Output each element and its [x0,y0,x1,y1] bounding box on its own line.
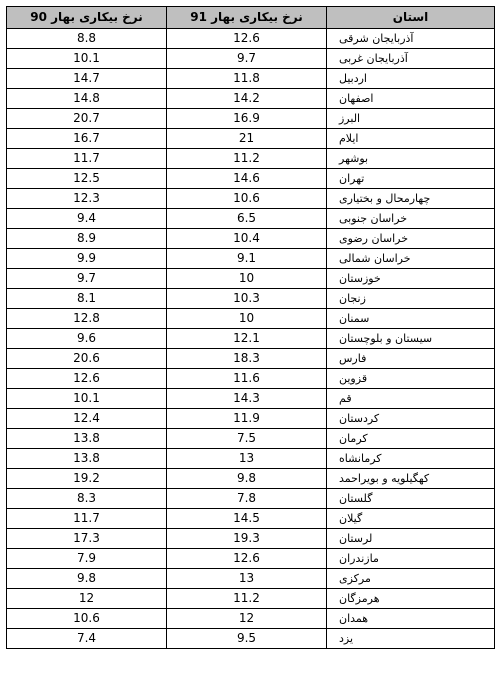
table-row [7,89,495,109]
cell-rate-91: 7.8 [167,489,327,509]
cell-rate-90: 14.8 [7,89,167,109]
cell-rate-91: 9.8 [167,469,327,489]
table-row [7,569,495,589]
table-row [7,609,495,629]
cell-rate-90: 10.6 [7,609,167,629]
cell-rate-91: 12.1 [167,329,327,349]
cell-province: آذربایجان شرقی [327,29,495,49]
cell-province: مرکزی [327,569,495,589]
cell-province: همدان [327,609,495,629]
cell-province: کهگیلویه و بویراحمد [327,469,495,489]
cell-province: سیستان و بلوچستان [327,329,495,349]
cell-rate-91: 10.3 [167,289,327,309]
cell-rate-90: 14.7 [7,69,167,89]
header-rate-spring-90: نرخ بیکاری بهار 90 [7,7,167,29]
table-row [7,309,495,329]
cell-province: تهران [327,169,495,189]
table-row [7,189,495,209]
cell-province: گیلان [327,509,495,529]
cell-rate-91: 6.5 [167,209,327,229]
cell-rate-90: 11.7 [7,149,167,169]
cell-rate-90: 10.1 [7,389,167,409]
cell-rate-91: 10 [167,269,327,289]
table-row [7,29,495,49]
table-row [7,549,495,569]
cell-rate-91: 11.8 [167,69,327,89]
cell-rate-90: 9.9 [7,249,167,269]
cell-province: کرمان [327,429,495,449]
cell-rate-90: 19.2 [7,469,167,489]
cell-rate-90: 12.8 [7,309,167,329]
cell-rate-91: 9.1 [167,249,327,269]
cell-rate-91: 13 [167,449,327,469]
cell-rate-90: 7.9 [7,549,167,569]
cell-rate-91: 14.6 [167,169,327,189]
cell-rate-91: 14.3 [167,389,327,409]
cell-rate-90: 16.7 [7,129,167,149]
cell-province: اردبیل [327,69,495,89]
table-row [7,249,495,269]
cell-province: زنجان [327,289,495,309]
table-row [7,429,495,449]
cell-rate-90: 20.7 [7,109,167,129]
cell-rate-90: 9.7 [7,269,167,289]
cell-rate-91: 16.9 [167,109,327,129]
cell-province: قم [327,389,495,409]
cell-province: خراسان جنوبی [327,209,495,229]
cell-rate-91: 9.7 [167,49,327,69]
table-row [7,49,495,69]
cell-rate-91: 14.5 [167,509,327,529]
table-row [7,229,495,249]
cell-rate-91: 13 [167,569,327,589]
table-row [7,389,495,409]
cell-province: ایلام [327,129,495,149]
table-row [7,329,495,349]
cell-rate-90: 8.9 [7,229,167,249]
cell-rate-90: 8.8 [7,29,167,49]
cell-rate-90: 12.6 [7,369,167,389]
cell-province: هرمزگان [327,589,495,609]
cell-rate-90: 13.8 [7,449,167,469]
cell-rate-90: 12.4 [7,409,167,429]
cell-rate-91: 19.3 [167,529,327,549]
header-rate-spring-91: نرخ بیکاری بهار 91 [167,7,327,29]
cell-province: بوشهر [327,149,495,169]
cell-province: خراسان شمالی [327,249,495,269]
table-row [7,209,495,229]
cell-province: کردستان [327,409,495,429]
cell-rate-90: 8.3 [7,489,167,509]
cell-rate-91: 14.2 [167,89,327,109]
table-row [7,109,495,129]
table-row [7,409,495,429]
cell-province: یزد [327,629,495,649]
cell-province: اصفهان [327,89,495,109]
table-row [7,529,495,549]
cell-province: البرز [327,109,495,129]
table-row [7,269,495,289]
table-row [7,449,495,469]
cell-rate-91: 11.6 [167,369,327,389]
cell-rate-90: 10.1 [7,49,167,69]
unemployment-table-container [6,6,494,668]
table-row [7,369,495,389]
cell-rate-90: 20.6 [7,349,167,369]
cell-province: فارس [327,349,495,369]
table-header-row [7,7,495,29]
header-province: استان [327,7,495,29]
cell-rate-91: 18.3 [167,349,327,369]
cell-province: چهارمحال و بختیاری [327,189,495,209]
table-row [7,169,495,189]
cell-province: سمنان [327,309,495,329]
table-row [7,589,495,609]
unemployment-table [6,6,495,649]
cell-rate-90: 13.8 [7,429,167,449]
cell-province: گلستان [327,489,495,509]
cell-rate-91: 12.6 [167,549,327,569]
table-row [7,349,495,369]
table-body [7,29,495,649]
cell-rate-90: 12 [7,589,167,609]
cell-rate-90: 7.4 [7,629,167,649]
cell-rate-91: 7.5 [167,429,327,449]
cell-rate-91: 21 [167,129,327,149]
cell-province: خراسان رضوی [327,229,495,249]
cell-rate-91: 11.9 [167,409,327,429]
cell-province: خوزستان [327,269,495,289]
cell-rate-90: 8.1 [7,289,167,309]
cell-rate-90: 12.5 [7,169,167,189]
cell-province: قزوین [327,369,495,389]
table-row [7,289,495,309]
table-row [7,69,495,89]
table-row [7,469,495,489]
cell-rate-91: 10.6 [167,189,327,209]
cell-rate-90: 12.3 [7,189,167,209]
cell-rate-91: 12 [167,609,327,629]
cell-rate-90: 9.4 [7,209,167,229]
cell-rate-91: 12.6 [167,29,327,49]
cell-rate-90: 9.6 [7,329,167,349]
table-row [7,129,495,149]
table-row [7,489,495,509]
cell-rate-91: 9.5 [167,629,327,649]
cell-rate-91: 11.2 [167,149,327,169]
cell-rate-91: 11.2 [167,589,327,609]
cell-rate-90: 17.3 [7,529,167,549]
table-row [7,149,495,169]
cell-province: لرستان [327,529,495,549]
cell-rate-90: 9.8 [7,569,167,589]
cell-rate-91: 10 [167,309,327,329]
cell-rate-90: 11.7 [7,509,167,529]
cell-province: مازندران [327,549,495,569]
cell-province: آذربایجان غربی [327,49,495,69]
cell-rate-91: 10.4 [167,229,327,249]
table-row [7,509,495,529]
table-row [7,629,495,649]
cell-province: کرمانشاه [327,449,495,469]
